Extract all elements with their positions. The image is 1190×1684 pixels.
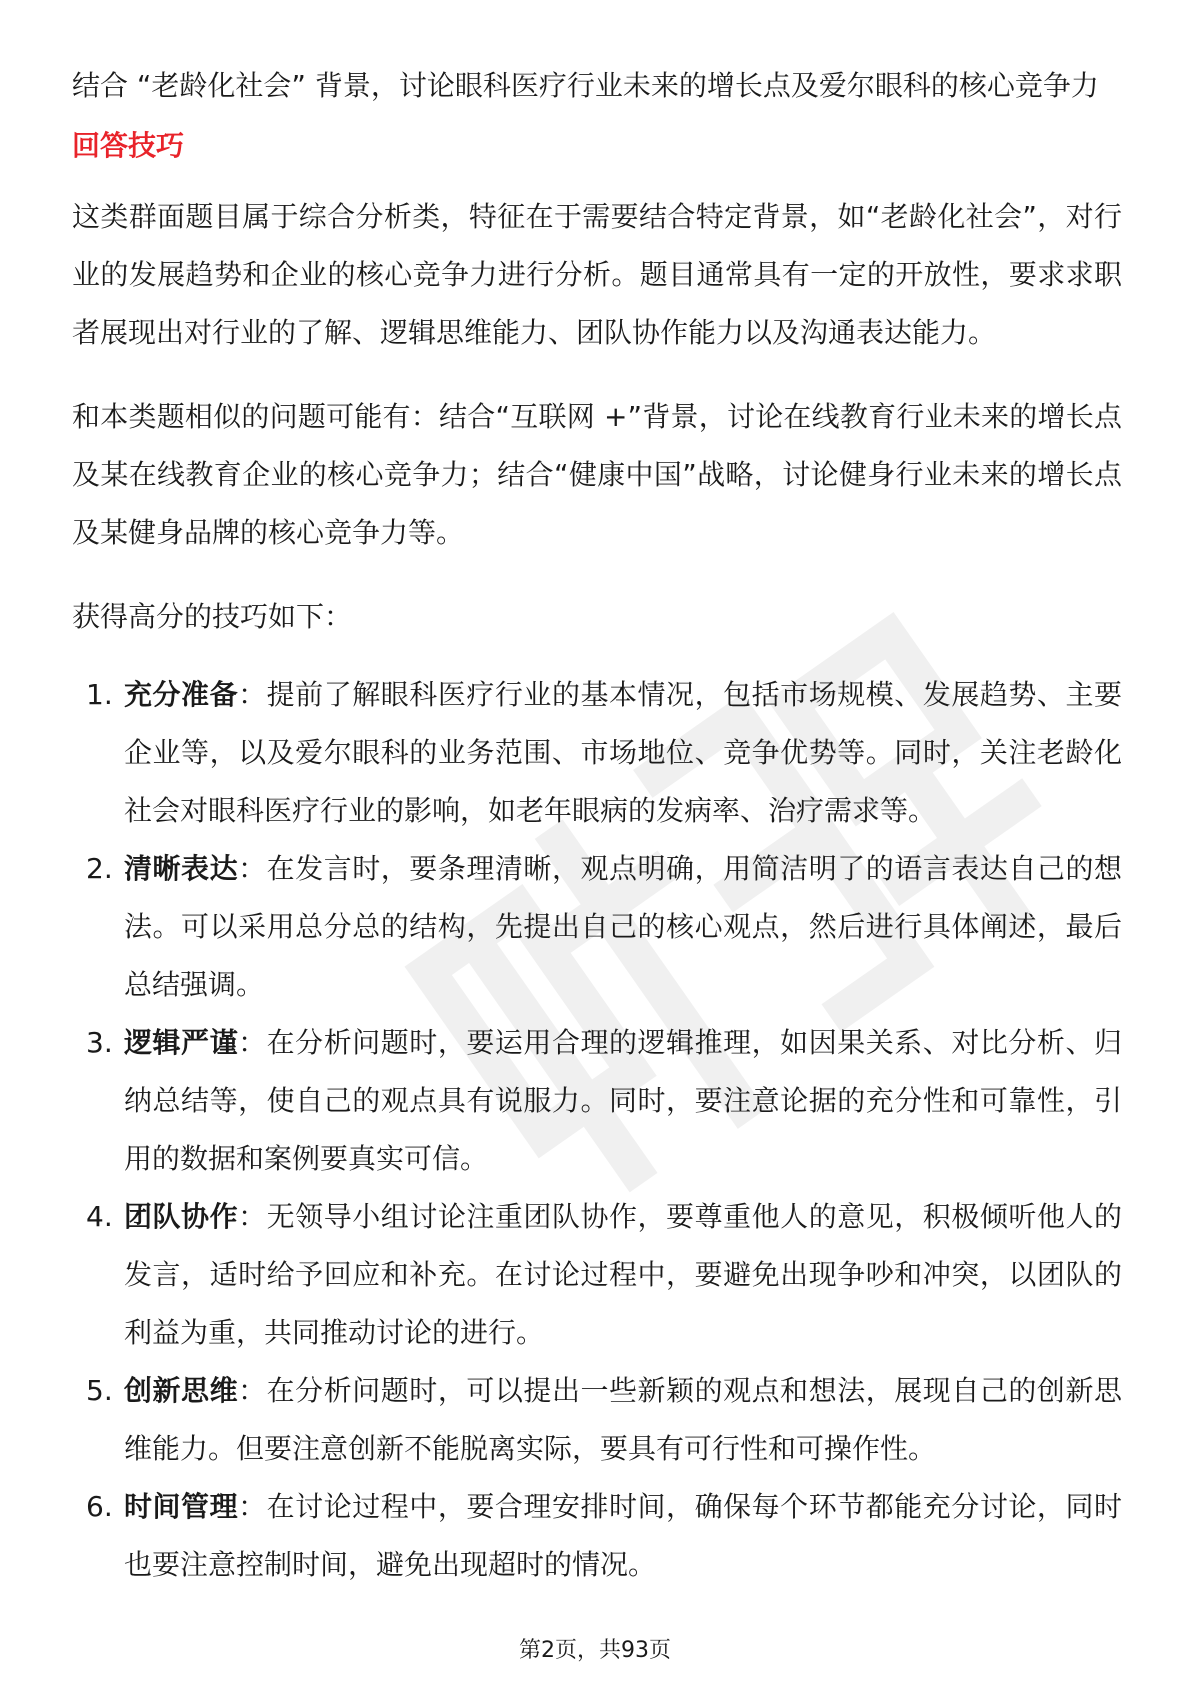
list-item-text: 在讨论过程中，要合理安排时间，确保每个环节都能充分讨论，同时也要注意控制时间，避免出现超时的情况。 <box>124 1490 1122 1581</box>
list-item-term: 充分准备 <box>124 678 239 711</box>
list-item <box>72 1478 1122 1594</box>
list-item-text: 无领导小组讨论注重团队协作，要尊重他人的意见，积极倾听他人的发言，适时给予回应和补充。在讨论过程中，要避免出现争吵和冲突，以团队的利益为重，共同推动讨论的进行。 <box>124 1200 1122 1349</box>
list-item-text: 提前了解眼科医疗行业的基本情况，包括市场规模、发展趋势、主要企业等，以及爱尔眼科的业务范围、市场地位、竞争优势等。同时，关注老龄化社会对眼科医疗行业的影响，如老年眼病的发病率、治疗需求等。 <box>124 678 1122 827</box>
list-item-number: 2. <box>86 852 113 885</box>
list-item-term: 清晰表达 <box>124 852 239 885</box>
list-item-number: 6. <box>86 1490 113 1523</box>
list-item-term: 创新思维 <box>124 1374 239 1407</box>
list-item <box>72 1014 1122 1188</box>
list-item-term: 逻辑严谨 <box>124 1026 239 1059</box>
tips-intro: 获得高分的技巧如下： <box>72 600 353 633</box>
list-item <box>72 840 1122 1014</box>
list-item-separator: ： <box>238 1374 267 1407</box>
question-text: 结合 “老龄化社会” 背景，讨论眼科医疗行业未来的增长点及爱尔眼科的核心竞争力 <box>72 69 1099 102</box>
list-item-separator: ： <box>238 1490 267 1523</box>
list-item-number: 1. <box>86 678 113 711</box>
list-item-separator: ： <box>238 678 267 711</box>
document-page <box>72 56 1122 1594</box>
list-item-number: 4. <box>86 1200 113 1233</box>
list-item-number: 3. <box>86 1026 113 1059</box>
list-item-text: 在分析问题时，可以提出一些新颖的观点和想法，展现自己的创新思维能力。但要注意创新不能脱离实际，要具有可行性和可操作性。 <box>124 1374 1122 1465</box>
list-item-term: 团队协作 <box>124 1200 239 1233</box>
paragraph-intro: 这类群面题目属于综合分析类，特征在于需要结合特定背景，如“老龄化社会”，对行业的发展趋势和企业的核心竞争力进行分析。题目通常具有一定的开放性，要求求职者展现出对行业的了解、逻辑思维能力、团队协作能力以及沟通表达能力。 <box>72 200 1122 349</box>
list-item-number: 5. <box>86 1374 113 1407</box>
list-item <box>72 1362 1122 1478</box>
list-item <box>72 1188 1122 1362</box>
list-item <box>72 666 1122 840</box>
list-item-separator: ： <box>238 1026 267 1059</box>
tips-list <box>72 666 1122 1594</box>
paragraph-similar-questions: 和本类题相似的问题可能有：结合“互联网 +”背景，讨论在线教育行业未来的增长点及某在线教育企业的核心竞争力；结合“健康中国”战略，讨论健身行业未来的增长点及某健身品牌的核心竞争力等。 <box>72 400 1122 549</box>
list-item-separator: ： <box>238 852 267 885</box>
list-item-text: 在分析问题时，要运用合理的逻辑推理，如因果关系、对比分析、归纳总结等，使自己的观点具有说服力。同时，要注意论据的充分性和可靠性，引用的数据和案例要真实可信。 <box>124 1026 1122 1175</box>
section-title: 回答技巧 <box>72 129 185 162</box>
list-item-term: 时间管理 <box>124 1490 239 1523</box>
list-item-text: 在发言时，要条理清晰，观点明确，用简洁明了的语言表达自己的想法。可以采用总分总的结构，先提出自己的核心观点，然后进行具体阐述，最后总结强调。 <box>124 852 1122 1001</box>
page-footer: 第2页，共93页 <box>519 1638 671 1663</box>
list-item-separator: ： <box>238 1200 267 1233</box>
